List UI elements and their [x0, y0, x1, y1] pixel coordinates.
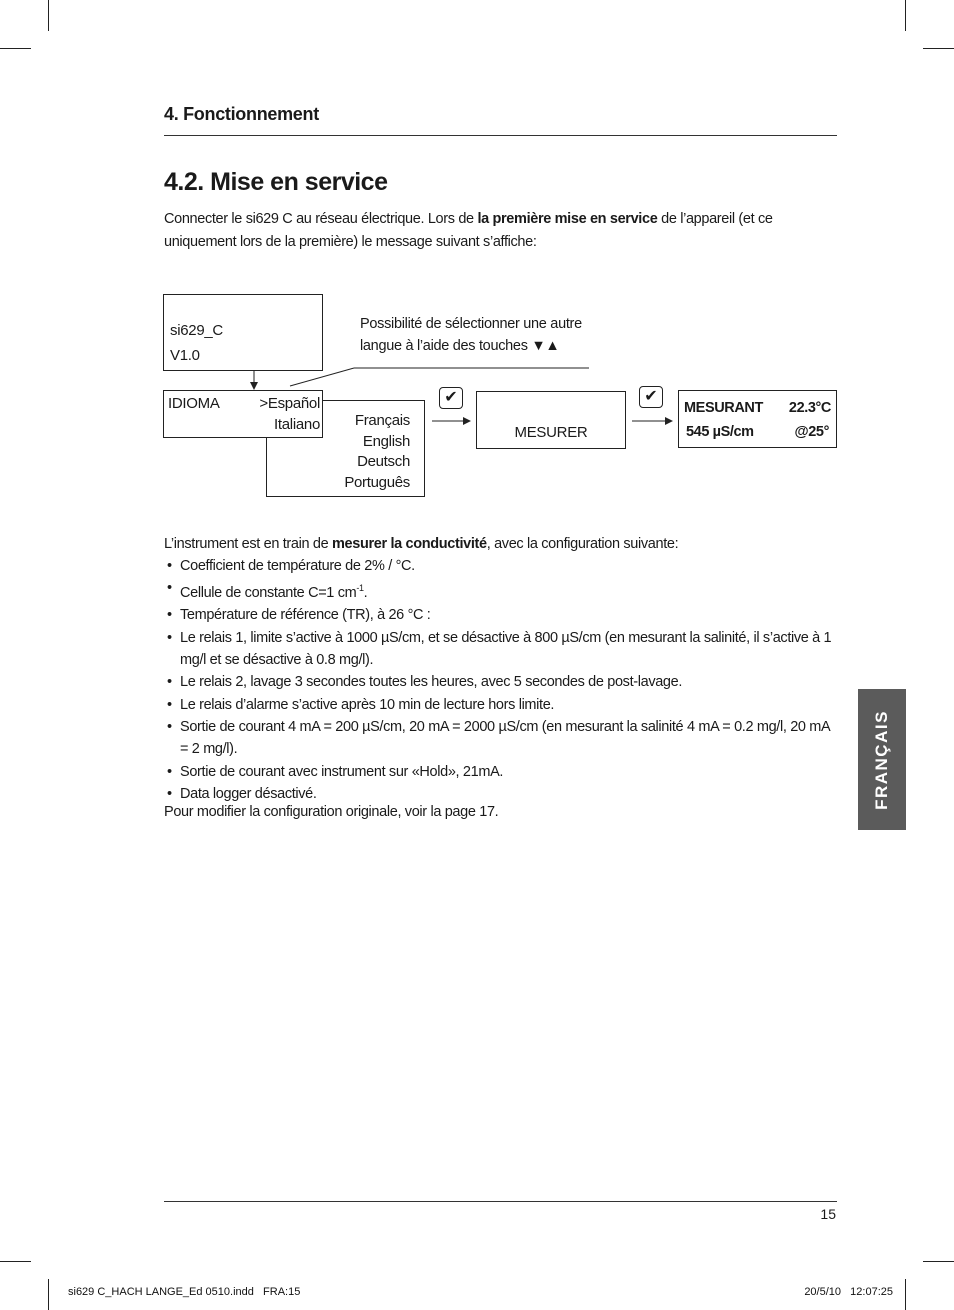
- slug-file-info: si629 C_HACH LANGE_Ed 0510.indd FRA:15: [68, 1286, 301, 1298]
- crop-mark: [0, 1261, 31, 1262]
- page-title: 4.2. Mise en service: [164, 168, 388, 196]
- measuring-label: MESURANT: [684, 400, 763, 416]
- cell-constant-text: Cellule de constante C=1 cm: [180, 585, 357, 602]
- list-item: • Data logger désactivé.: [164, 783, 839, 805]
- measuring-display: [678, 390, 837, 448]
- cell-constant-end: .: [363, 585, 368, 602]
- language-tab-label: FRANÇAIS: [872, 709, 891, 810]
- config-intro-text-end: , avec la configuration suivante:: [486, 536, 679, 552]
- list-item: • Coefficient de température de 2% / °C.: [164, 555, 839, 577]
- crop-mark: [923, 1261, 954, 1262]
- language-hint-line: langue à l’aide des touches ▼▲: [360, 338, 560, 354]
- intro-text: Connecter le si629 C au réseau électrique. Lors de: [164, 211, 478, 227]
- language-tab: [858, 689, 906, 830]
- idioma-label: IDIOMA: [168, 395, 220, 412]
- footer-rule: [164, 1201, 837, 1202]
- config-intro: [164, 533, 839, 556]
- config-intro-text: L’instrument est en train de: [164, 536, 332, 552]
- language-option[interactable]: Português: [344, 473, 410, 491]
- intro-emphasis: la première mise en service: [477, 211, 658, 227]
- crop-mark: [905, 1279, 906, 1310]
- startup-model: si629_C: [170, 322, 223, 339]
- crop-mark: [48, 1279, 49, 1310]
- language-option[interactable]: English: [362, 432, 410, 450]
- cell-constant-exponent: -1: [356, 583, 364, 594]
- list-item: • Sortie de courant avec instrument sur «Hold», 21mA.: [164, 761, 839, 783]
- idioma-next-option[interactable]: Italiano: [274, 416, 320, 433]
- measuring-value: 545 µS/cm: [686, 424, 754, 440]
- closing-text: Pour modifier la configuration originale, voir la page 17.: [164, 804, 499, 820]
- language-hint: [360, 313, 582, 357]
- startup-display: [163, 294, 323, 371]
- list-item: • Sortie de courant 4 mA = 200 µS/cm, 20 mA = 2000 µS/cm (en mesurant la salinité 4 mA = 0.2 mg/l, 20 mA = 2 mg/l).: [164, 716, 839, 761]
- measuring-temperature: 22.3°C: [788, 400, 831, 416]
- list-item: [164, 577, 839, 604]
- list-item: • Température de référence (TR), à 26 °C :: [164, 604, 839, 626]
- check-key-icon[interactable]: ✔: [639, 386, 663, 408]
- intro-text-end: de l’appareil (et ce uniquement lors de la première) le message suivant s’affiche:: [164, 211, 773, 250]
- language-hint-line: Possibilité de sélectionner une autre: [360, 316, 582, 332]
- list-item: • Le relais d’alarme s’active après 10 min de lecture hors limite.: [164, 694, 839, 716]
- config-list: [164, 555, 839, 805]
- list-item: • Le relais 2, lavage 3 secondes toutes les heures, avec 5 secondes de post-lavage.: [164, 671, 839, 693]
- check-key-icon[interactable]: ✔: [439, 387, 463, 409]
- list-item: • Le relais 1, limite s’active à 1000 µS/cm, et se désactive à 800 µS/cm (en mesurant la salinité, il s’active à 1 mg/l et se désactive à 0.8 mg/l).: [164, 627, 839, 672]
- idioma-selected-option[interactable]: >Español: [259, 395, 320, 412]
- config-intro-emphasis: mesurer la conductivité: [331, 536, 487, 552]
- idioma-display: [163, 390, 323, 438]
- page-number: 15: [820, 1206, 836, 1222]
- section-heading: 4. Fonctionnement: [164, 104, 319, 124]
- mesurer-label: MESURER: [514, 424, 588, 441]
- startup-version: V1.0: [170, 347, 200, 364]
- mesurer-display: [476, 391, 626, 449]
- language-options: [344, 411, 410, 493]
- language-option[interactable]: Français: [354, 412, 410, 429]
- language-option[interactable]: Deutsch: [357, 453, 410, 470]
- measuring-reference: @25°: [794, 424, 829, 440]
- slug-timestamp: 20/5/10 12:07:25: [804, 1286, 893, 1298]
